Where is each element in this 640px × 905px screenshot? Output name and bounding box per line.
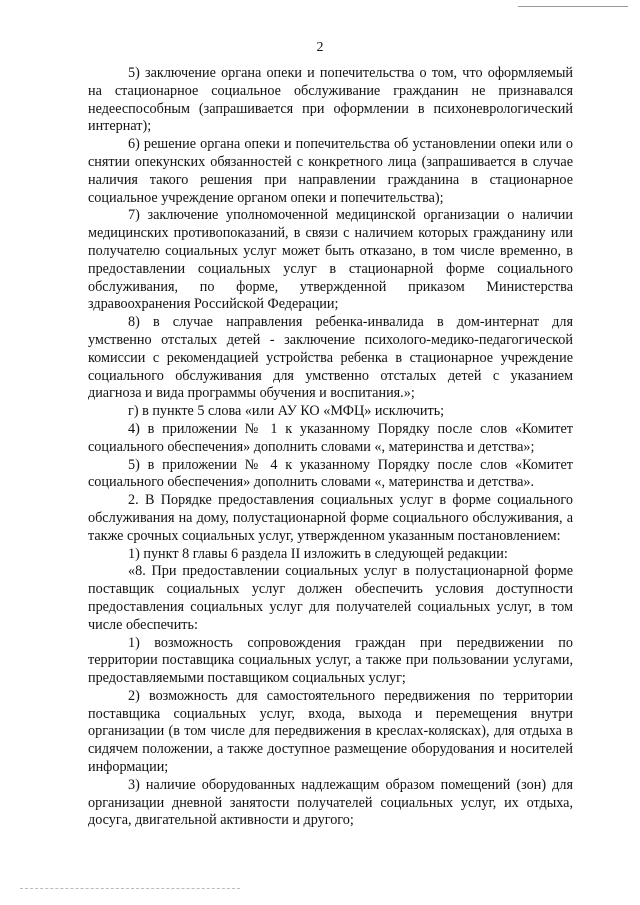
paragraph-subitem-1-accompaniment: 1) возможность сопровождения граждан при передвижении по территории поставщика социальных услуг, а также при пользовании услугами, предоставляемыми поставщиком социальных услуг; [88,634,573,687]
paragraph-item-1-point-8: 1) пункт 8 главы 6 раздела II изложить в следующей редакции: [128,545,508,562]
paragraph-item-6-guardianship-decision: 6) решение органа опеки и попечительства об установлении опеки или о снятии опекунских обязанностей с конкретного лица (запрашивается в случае наличия такого решения при направлении гражданина в стационарное социальное учреждение органом опеки и попечительства); [88,136,573,206]
paragraph-item-7-medical-conclusion: 7) заключение уполномоченной медицинской организации о наличии медицинских противопоказаний, в связи с наличием которых гражданину или получателю социальных услуг может быть отказано, в том числе временно, в предоставлении социальных услуг в стационарной форме социального обслуживания, по форме, утвержденной приказом Министерства здравоохранения Российской Федерации; [88,207,573,313]
paragraph-subitem-2-independent-movement: 2) возможность для самостоятельного передвижения по территории поставщика социальных услуг, входа, выхода и перемещения внутри организации (в том числе для передвижения в креслах-колясках), для отдыха в сидячем положении, а также доступное размещение оборудования и носителей информации; [88,687,573,776]
document-body [88,65,573,830]
paragraph-item-5-guardianship-conclusion: 5) заключение органа опеки и попечительства о том, что оформляемый на стационарное социальное обслуживание гражданин не признавался недееспособным (запрашивается при оформлении в психоневрологический интернат); [88,65,573,135]
paragraph-item-4-appendix-1: 4) в приложении № 1 к указанному Порядку после слов «Комитет социального обеспечения» дополнить словами «, материнства и детства»; [88,420,573,455]
page-number: 2 [316,40,324,55]
paragraph-item-5-appendix-4: 5) в приложении № 4 к указанному Порядку после слов «Комитет социального обеспечения» дополнить словами «, материнства и детства». [88,456,573,491]
paragraph-subitem-3-premises: 3) наличие оборудованных надлежащим образом помещений (зон) для организации дневной занятости получателей социальных услуг, их отдыха, досуга, двигательной активности и другого; [88,776,573,829]
paragraph-section-2-procedure: 2. В Порядке предоставления социальных услуг в форме социального обслуживания на дому, полустационарной форме социального обслуживания, а также срочных социальных услуг, утвержденном указанным постановлением: [88,492,573,544]
paragraph-item-8-disabled-child: 8) в случае направления ребенка-инвалида в дом-интернат для умственно отсталых детей - заключение психолого-медико-педагогической комиссии с рекомендацией устройства ребенка в стационарное учреждение социального обслуживания для умственно отсталых детей с указанием диагноза и вида программы обучения и воспитания.»; [88,314,573,402]
scan-artifact-bottom [20,888,240,889]
paragraph-item-g-point-5: г) в пункте 5 слова «или АУ КО «МФЦ» исключить; [128,403,445,420]
paragraph-point-8-text: «8. При предоставлении социальных услуг в полустационарной форме поставщик социальных услуг должен обеспечить условия доступности предоставления социальных услуг для получателей социальных услуг, в том числе обеспечить: [88,563,573,633]
scan-artifact-line [518,6,628,7]
